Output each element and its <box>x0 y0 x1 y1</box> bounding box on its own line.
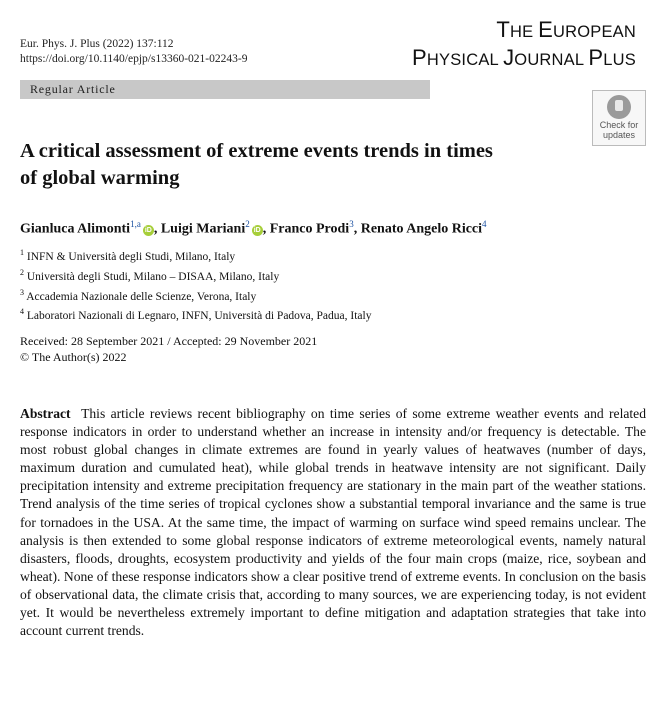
doi-link[interactable]: https://doi.org/10.1140/epjp/s13360-021-02243-9 <box>20 53 248 65</box>
check-for-updates-badge[interactable] <box>592 90 646 146</box>
abstract <box>20 405 646 640</box>
article-title: A critical assessment of extreme events trends in times of global warming <box>20 140 493 189</box>
affiliation-list <box>20 245 371 324</box>
author-sup: 1,a <box>130 219 141 229</box>
affiliation-item: $^2$ Università degli Studi, Milano – DISAA, Milano, Italy <box>20 267 280 283</box>
abstract-label: Abstract <box>20 406 71 421</box>
journal-title: THE EUROPEAN PHYSICAL JOURNAL PLUS <box>412 17 636 70</box>
badge-text-2: updates <box>602 129 636 140</box>
citation: Eur. Phys. J. Plus (2022) 137:112 <box>20 38 174 50</box>
author-sup: 4 <box>482 219 487 229</box>
affiliation-item: $^4$ Laboratori Nazionali di Legnaro, INFN, Università di Padova, Padua, Italy <box>20 307 372 323</box>
bookmark-icon <box>607 95 631 119</box>
copyright: © The Author(s) 2022 <box>20 350 127 364</box>
author-name[interactable]: Luigi Mariani <box>160 221 246 237</box>
author-name[interactable]: Gianluca Alimonti <box>20 221 131 237</box>
received-accepted: Received: 28 September 2021 / Accepted: 29 November 2021 <box>20 334 318 348</box>
affiliation-item: $^1$ INFN & Università degli Studi, Milano, Italy <box>20 248 236 263</box>
author-list: Gianluca Alimonti$^{1,a}$iD , Luigi Mariani$^2$iD , Franco Prodi$^3$, Renato Angelo Ricci$^4$ <box>20 219 487 237</box>
affiliation-item: $^3$ Accademia Nazionale delle Scienze, Verona, Italy <box>20 287 257 303</box>
article-type-bar <box>20 80 430 99</box>
author-sup: 3 <box>349 219 354 229</box>
orcid-icon[interactable]: iD <box>253 226 261 234</box>
publication-dates <box>20 333 317 365</box>
author-name[interactable]: Franco Prodi <box>269 221 350 237</box>
author-sup: 2 <box>245 219 250 229</box>
author-name[interactable]: Renato Angelo Ricci <box>360 221 483 237</box>
article-type-label: Regular Article <box>30 82 116 96</box>
orcid-icon[interactable]: iD <box>144 226 152 234</box>
abstract-text: This article reviews recent bibliography on time series of some extreme weather events and related response indicators in order to understand whether an increase in intensity and/or frequency is detectable. The most robust global changes in climate extremes are found in yearly values of heatwaves (number of days, maximum duration and cumulated heat), while global trends in heatwave intensity are not significant. Daily precipitation intensity and extreme precipitation frequency are stationary in the main part of the weather stations. Trend analysis of the time series of tropical cyclones show a substantial temporal invariance and the same is true for tornadoes in the USA. At the same time, the impact of warming on surface wind speed remains unclear. The analysis is then extended to some global response indicators of extreme meteorological events, namely natural disasters, floods, droughts, ecosystem productivity and yields of the four main crops (maize, rice, soybean and wheat). None of these response indicators show a clear positive trend of extreme events. In conclusion on the basis of observational data, the climate crisis that, according to many sources, we are experiencing today, is not evident yet. It would be nevertheless extremely important to define mitigation and adaptation strategies that take into account current trends. <box>20 406 647 639</box>
badge-text-1: Check for <box>599 120 639 130</box>
